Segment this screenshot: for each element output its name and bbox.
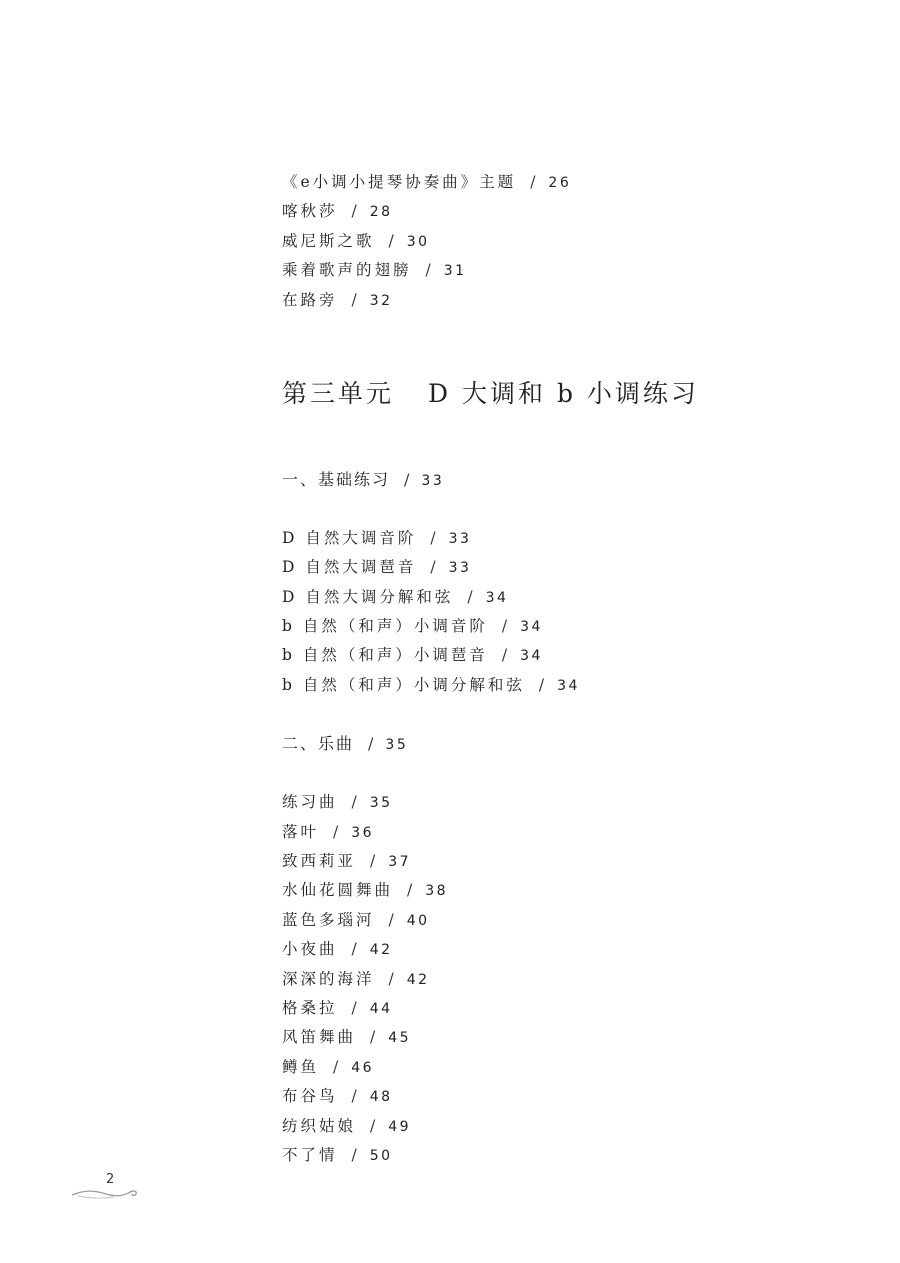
separator: / bbox=[333, 822, 342, 841]
entry-group-unit2-songs bbox=[282, 168, 842, 315]
page-ref: 44 bbox=[369, 1000, 393, 1017]
page-ref: 50 bbox=[369, 1147, 393, 1164]
entry-title: b 自然（和声）小调琶音 bbox=[282, 646, 488, 665]
toc-entry[interactable] bbox=[282, 788, 842, 817]
toc-entry[interactable] bbox=[282, 818, 842, 847]
flourish-ornament-icon bbox=[70, 1182, 142, 1202]
page-ref: 34 bbox=[557, 677, 580, 694]
page-ref: 38 bbox=[425, 883, 449, 900]
page-ref: 40 bbox=[406, 912, 430, 929]
entry-title: 不了情 bbox=[282, 1145, 338, 1164]
table-of-contents bbox=[282, 168, 842, 1170]
unit-heading bbox=[282, 374, 842, 414]
entry-title: 落叶 bbox=[282, 822, 320, 841]
section-title: 二、乐曲 bbox=[282, 734, 355, 754]
page-ref: 35 bbox=[369, 795, 393, 812]
toc-entry[interactable] bbox=[282, 583, 842, 612]
page-ref: 33 bbox=[448, 530, 472, 547]
toc-entry[interactable] bbox=[282, 965, 842, 994]
toc-entry[interactable] bbox=[282, 906, 842, 935]
unit-title: D 大调和 b 小调练习 bbox=[428, 378, 699, 408]
separator: / bbox=[501, 646, 511, 665]
separator: / bbox=[370, 1028, 379, 1047]
page-ref: 30 bbox=[406, 233, 430, 250]
entry-title: 喀秋莎 bbox=[282, 202, 338, 221]
page-ref: 34 bbox=[485, 589, 509, 606]
separator: / bbox=[370, 852, 379, 871]
entry-title: 布谷鸟 bbox=[282, 1087, 338, 1106]
separator: / bbox=[351, 793, 360, 812]
separator: / bbox=[351, 1145, 360, 1164]
separator: / bbox=[538, 675, 548, 694]
entry-title: b 自然（和声）小调分解和弦 bbox=[282, 675, 525, 694]
toc-entry[interactable] bbox=[282, 876, 842, 905]
entry-title: 威尼斯之歌 bbox=[282, 231, 375, 250]
separator: / bbox=[404, 469, 412, 489]
toc-entry[interactable] bbox=[282, 847, 842, 876]
page-ref: 32 bbox=[369, 292, 393, 309]
page-ref: 31 bbox=[443, 263, 467, 280]
entry-title: D 自然大调分解和弦 bbox=[282, 587, 454, 606]
page-ref: 34 bbox=[520, 648, 543, 665]
entry-title: 《e小调小提琴协奏曲》主题 bbox=[282, 173, 517, 191]
toc-entry[interactable] bbox=[282, 1082, 842, 1111]
page-ref: 35 bbox=[385, 737, 409, 754]
entry-title: 致西莉亚 bbox=[282, 852, 357, 871]
entry-title: 小夜曲 bbox=[282, 940, 338, 959]
separator: / bbox=[530, 173, 539, 191]
toc-entry[interactable] bbox=[282, 197, 842, 226]
toc-entry[interactable] bbox=[282, 168, 842, 197]
separator: / bbox=[430, 558, 439, 577]
page-ref: 42 bbox=[406, 971, 430, 988]
toc-entry[interactable] bbox=[282, 1141, 842, 1170]
toc-entry[interactable] bbox=[282, 641, 842, 670]
entry-title: 水仙花圆舞曲 bbox=[282, 881, 394, 900]
entry-title: 深深的海洋 bbox=[282, 969, 375, 988]
toc-entry[interactable] bbox=[282, 671, 842, 700]
entry-title: 鳟鱼 bbox=[282, 1057, 320, 1076]
separator: / bbox=[430, 528, 439, 547]
separator: / bbox=[388, 231, 397, 250]
separator: / bbox=[351, 290, 360, 309]
unit-label: 第三单元 bbox=[282, 378, 395, 408]
separator: / bbox=[407, 881, 416, 900]
toc-entry[interactable] bbox=[282, 994, 842, 1023]
page-ref: 45 bbox=[388, 1030, 412, 1047]
toc-entry[interactable] bbox=[282, 1053, 842, 1082]
toc-entry[interactable] bbox=[282, 553, 842, 582]
entry-group-pieces bbox=[282, 788, 842, 1170]
page-ref: 48 bbox=[369, 1089, 393, 1106]
separator: / bbox=[467, 587, 476, 606]
page-ref: 33 bbox=[421, 472, 445, 489]
separator: / bbox=[351, 1087, 360, 1106]
toc-entry[interactable] bbox=[282, 1112, 842, 1141]
entry-title: D 自然大调琶音 bbox=[282, 558, 417, 577]
separator: / bbox=[388, 910, 397, 929]
toc-entry[interactable] bbox=[282, 286, 842, 315]
entry-title: 蓝色多瑙河 bbox=[282, 910, 375, 929]
entry-title: 乘着歌声的翅膀 bbox=[282, 261, 412, 280]
separator: / bbox=[351, 998, 360, 1017]
page-ref: 36 bbox=[351, 824, 375, 841]
page-ref: 42 bbox=[369, 942, 393, 959]
entry-group-basic-exercises bbox=[282, 524, 842, 700]
separator: / bbox=[333, 1057, 342, 1076]
separator: / bbox=[351, 202, 360, 221]
separator: / bbox=[501, 616, 511, 635]
entry-title: 练习曲 bbox=[282, 793, 338, 812]
page-ref: 33 bbox=[448, 560, 472, 577]
page-number: 2 bbox=[106, 1172, 115, 1187]
page-ref: 49 bbox=[388, 1118, 412, 1135]
toc-entry[interactable] bbox=[282, 612, 842, 641]
page-ref: 28 bbox=[369, 204, 393, 221]
page-ref: 46 bbox=[351, 1059, 375, 1076]
entry-title: D 自然大调音阶 bbox=[282, 528, 417, 547]
page-ref: 26 bbox=[548, 175, 572, 191]
separator: / bbox=[425, 261, 434, 280]
page-ref: 37 bbox=[388, 854, 412, 871]
entry-title: 纺织姑娘 bbox=[282, 1116, 357, 1135]
toc-entry[interactable] bbox=[282, 1023, 842, 1052]
toc-entry[interactable] bbox=[282, 227, 842, 256]
entry-title: 在路旁 bbox=[282, 290, 338, 309]
section-pieces[interactable] bbox=[282, 729, 842, 758]
page-ref: 34 bbox=[520, 618, 543, 635]
toc-entry[interactable] bbox=[282, 935, 842, 964]
separator: / bbox=[368, 734, 376, 754]
toc-entry[interactable] bbox=[282, 256, 842, 285]
separator: / bbox=[351, 940, 360, 959]
entry-title: b 自然（和声）小调音阶 bbox=[282, 616, 488, 635]
entry-title: 格桑拉 bbox=[282, 998, 338, 1017]
section-basic-exercises[interactable] bbox=[282, 465, 842, 494]
separator: / bbox=[388, 969, 397, 988]
toc-entry[interactable] bbox=[282, 524, 842, 553]
section-title: 一、基础练习 bbox=[282, 469, 391, 489]
entry-title: 风笛舞曲 bbox=[282, 1028, 357, 1047]
separator: / bbox=[370, 1116, 379, 1135]
